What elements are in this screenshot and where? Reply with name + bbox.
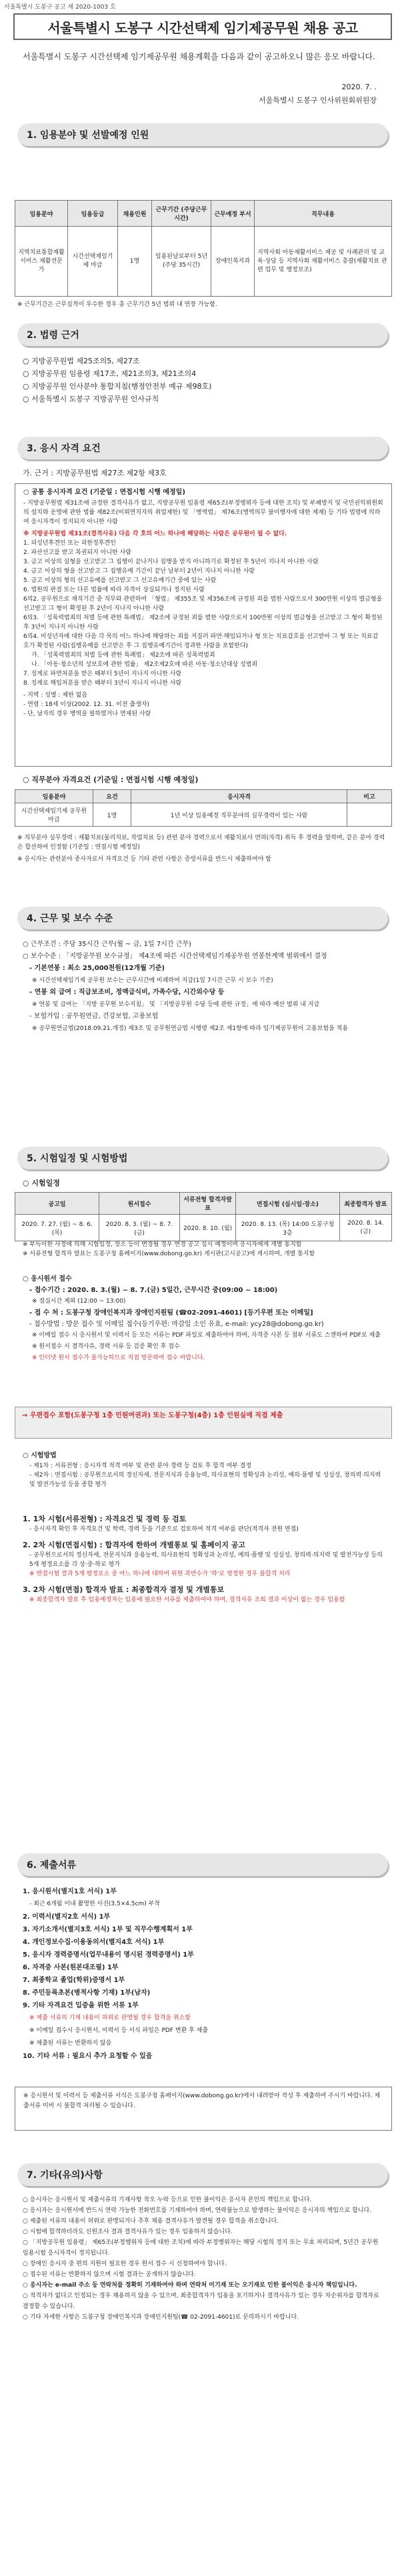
job-req-head: ○ 직무분야 자격요건 (기준일 : 면접시험 시행 예정일)	[23, 775, 199, 784]
stage-section	[23, 1513, 383, 1605]
documents-note: ※ 응시원서 및 이력서 등 제출서류 서식은 도봉구청 홈페이지(www.dobong.go.kr)에서 내려받아 작성 후 제출하여 주시기 바랍니다. 제출서류 미비 시 불합격 처리될 수 있습니다.	[23, 2093, 381, 2109]
cell-qual: 1년 이상 임용예정 직무분야의 실무경력이 있는 사람	[131, 803, 347, 827]
section-5-header	[17, 1147, 388, 1169]
stage1-body: - 응시자격 확인 후 자격요건 및 학력, 경력 등을 기준으로 검토하여 적격 여부를 판단(적격자 전원 면접)	[29, 1526, 299, 1533]
col-field: 임용분야	[15, 201, 68, 227]
issuer: 서울특별시 도봉구 인사위원회위원장	[258, 96, 377, 105]
disq-item: 3. 금고 이상의 실형을 선고받고 그 집행이 끝나거나 집행을 받지 아니하기로 확정된 후 5년이 지나지 아니한 사람	[23, 559, 319, 565]
disq-item: 7. 징계로 파면처분을 받은 때부터 5년이 지나지 아니한 사람	[23, 671, 182, 677]
cell-req: 1명	[93, 803, 131, 827]
table-note: ※ 근무기간은 근무실적이 우수한 경우 총 근무기간 5년 범위 내 연장 가능함.	[17, 301, 217, 308]
cell-doc-result: 2020. 8. 10. (월)	[179, 1215, 235, 1241]
positions-table	[15, 200, 392, 297]
col-grade: 임용등급	[68, 201, 118, 227]
notice-date: 2020. 7. .	[341, 83, 377, 91]
note-item: ○ 응시자는 응시원서 및 제출서류의 기재사항 착오 누락 등으로 인한 불이익은 응시자 본인의 책임으로 합니다.	[23, 2197, 312, 2203]
list-item: ○ 지방공무원법 제25조의5, 제27조	[23, 357, 140, 365]
note-item: ○ 제출된 서류의 내용이 허위로 판명되거나 추후 채용 결격사유가 발견될 경우 합격을 취소합니다.	[23, 2218, 279, 2225]
pay-item: ※ 연봉 및 급여는 「지방 공무원 보수지침」 및 「지방공무원 수당 등에 관한 규정」에 따라 예산 범위 내 지급	[32, 1001, 320, 1008]
apply-item: - 접수방법 : 방문 접수 및 이메일 접수(등기우편: 마감일 소인 유효, e-mail: ycy28@dobong.go.kr)	[29, 1321, 324, 1328]
apply-item: ※ 원서접수 시 결격사유, 경력 서류 등 검증 확인 후 접수	[32, 1343, 180, 1350]
pay-item: - 연봉 외 급여 : 직급보조비, 정액급식비, 가족수당, 시간외수당 등	[29, 989, 225, 996]
doc-item: 3. 자기소개서(별지3호 서식) 1부 및 직무수행계획서 1부	[23, 1926, 193, 1933]
disq-item: 1. 피성년후견인 또는 피한정후견인	[23, 540, 116, 547]
doc-item: - 최근 6개월 이내 촬영한 사진(3.5×4.5cm) 부착	[29, 1901, 161, 1907]
col-duty: 직무내용	[255, 201, 392, 227]
disq-item: 6. 법원의 판결 또는 다른 법률에 따라 자격이 상실되거나 정지된 사람	[23, 587, 205, 593]
disq-item: 8. 징계로 해임처분을 받은 때부터 3년이 지나지 아니한 사람	[23, 680, 182, 687]
pay-item: ※ 시간선택제임기제 공무원 보수는 근무시간에 비례하여 지급(1일 7시간 근무 시 보수 기준)	[32, 977, 273, 984]
apply-highlight-text: → 우편접수 포함(도봉구청 1층 민원여권과) 또는 도봉구청(4층) 1층 인원실에 직접 제출	[22, 1412, 283, 1419]
documents-note-box	[15, 2087, 392, 2131]
section-6-header	[17, 1853, 388, 1876]
note-item: ○ 기타 자세한 사항은 도봉구청 장애인복지과 장애인지원팀(☎ 02-2091-4601)로 문의하시기 바랍니다.	[23, 2314, 299, 2321]
schedule-note: ※ 서류전형 합격자 발표는 도봉구청 홈페이지(www.dobong.go.kr) 게시판(고시공고)에 게시하며, 개별 통지함	[23, 1251, 315, 1257]
stage1-head: 1. 1차 시험(서류전형) : 자격요건 및 경력 등 검토	[23, 1515, 187, 1523]
final-head: 3. 2차 시험(면접) 합격자 발표 : 최종합격자 결정 및 개별통보	[23, 1585, 225, 1594]
method-item: - 제2차 : 면접시험 : 공무원으로서의 정신자세, 전문지식과 응용능력, 의사표현의 정확성과 논리성, 예의·품행 및 성실성, 창의력·의지력 및 발전가능성 등을 종합 평가	[29, 1472, 381, 1488]
stage2-note: ※ 면접시험 결과 5개 평정요소 중 어느 하나에 대하여 위원 과반수가 '하'로 평정한 경우 불합격 처리	[29, 1571, 291, 1577]
stage2-head: 2. 2차 시험(면접시험) : 합격자에 한하여 개별통보 및 홈페이지 공고	[23, 1541, 246, 1549]
disq-item: 6의2. 공무원으로 재직기간 중 직무와 관련하여 「형법」 제355조 및 제356조에 규정된 죄를 범한 사람으로서 300만원 이상의 벌금형을 선고받고 그 형이 확정된 후 2년이 지나지 아니한 사람	[23, 596, 383, 612]
list-item: ○ 서울특별시 도봉구 지방공무원 인사규칙	[23, 395, 159, 403]
apply-item: - 접 수 처 : 도봉구청 장애인복지과 장애인지원팀 (☎02-2091-4601) [등기우편 또는 이메일]	[29, 1309, 313, 1317]
col-field: 임용분야	[15, 790, 93, 803]
age-item: - 연령 : 18세 이상(2002. 12. 31. 이전 출생자)	[23, 701, 149, 708]
note-item: ○ 접수된 서류는 반환하지 않으며 시험 결과는 공개하지 않습니다.	[23, 2271, 196, 2278]
col-apply: 원서접수	[99, 1193, 180, 1215]
col-period: 근무기간 (주당근무시간)	[152, 201, 211, 227]
notice-number: 서울특별시 도봉구 공고 제 2020-1003 호	[4, 4, 116, 11]
schedule-note: ※ 부득이한 사정에 의해 시험일정, 장소 등이 변경될 경우 변경 공고 실시 예정이며 응시자에게 개별 통지함	[23, 1241, 302, 1248]
cell-final: 2020. 8. 14. (금)	[339, 1215, 391, 1241]
doc-item: ※ 제출된 서류는 반환하지 않음	[29, 2040, 112, 2047]
pay-item: ○ 근무조건 : 주당 35시간 근무(월 ~ 금, 1일 7시간 근무)	[23, 941, 191, 948]
disq-item: 6의3. 「성폭력범죄의 처벌 등에 관한 특례법」 제2조에 규정된 죄를 범한 사람으로서 100만원 이상의 벌금형을 선고받고 그 형이 확정된 후 3년이 지나지 아니한 사람	[23, 615, 383, 631]
doc-item: 4. 개인정보수집·이용동의서(별지4호 서식) 1부	[23, 1939, 165, 1946]
job-note-1: ※ 직무분야 실무경력 : 재활치료(물리치료, 작업치료 등) 관련 분야 경력으로서 재활치료사 면허(자격) 취득 후 경력을 말하며, 같은 분야 경력은 합산하여 인정함 (기준일 : 면접시험 예정일)	[17, 835, 385, 851]
apply-item: ※ 이메일 접수 시 응시원서 및 이력서 등 모든 서류는 PDF 파일로 제출하여야 하며, 자격증 사본 등 첨부 서류도 스캔하여 PDF로 제출	[32, 1332, 381, 1339]
section-7-title: 7. 기타(유의)사항	[27, 2170, 103, 2181]
common-body: - 지방공무원법 제31조에 규정한 결격사유가 없고, 지방공무원 임용령 제65조(부정행위자 등에 대한 조치) 및 부패방지 및 국민권익위원회의 설치와 운영에 관한 법률 제82조(비위면직자의 취업제한) 및 「병역법」 제76조(병역의무 불이행자에 대한 제재) 등 기타 법령에 의하여 응시자격이 정지되지 아니한 사람	[23, 500, 383, 525]
s3-law: 가. 근거 : 지방공무원법 제27조 제2항 제3호	[23, 469, 167, 477]
doc-item: 9. 기타 자격요건 입증을 위한 서류 1부	[23, 2002, 139, 2009]
disq-item: 6의4. 미성년자에 대한 다음 각 목의 어느 하나에 해당하는 죄를 저질러 파면·해임되거나 형 또는 치료감호를 선고받아 그 형 또는 치료감호가 확정된 사람(집행유예를 선고받은 후 그 집행유예기간이 경과한 사람을 포함한다)	[23, 633, 379, 649]
note-item: ○ 시험에 합격하더라도 신원조사 결과 결격사유가 있는 경우 임용하지 않습니다.	[23, 2229, 233, 2235]
disqualification-head: ※ 지방공무원법 제31조(결격사유) 다음 각 호의 어느 하나에 해당하는 사람은 공무원이 될 수 없다.	[23, 531, 287, 537]
cell-field: 지역치료통합재활서비스 재활전문가	[15, 227, 68, 297]
section-3-title: 3. 응시 자격 요건	[27, 443, 101, 454]
page-title: 서울특별시 도봉구 시간선택제 임기제공무원 채용 공고	[47, 19, 358, 36]
apply-red-note: ※ 인터넷 원서 접수가 불가능하므로 직접 방문하여 접수 바랍니다.	[32, 1355, 205, 1361]
final-body: ※ 최종합격자 발표 후 임용예정자는 임용에 필요한 서류를 제출하여야 하며, 결격사유 조회 결과 이상이 없는 경우 임용함	[29, 1597, 345, 1603]
intro-text: 서울특별시 도봉구 시간선택제 임기제공무원 채용계획을 다음과 같이 공고하오니 많은 응모 바랍니다.	[23, 52, 375, 61]
disq-item: 가. 「성폭력범죄의 처벌 등에 관한 특례법」 제2조에 따른 성폭력범죄	[31, 652, 215, 659]
documents-list	[23, 1885, 383, 2063]
disq-item: 2. 파산선고를 받고 복권되지 아니한 사람	[23, 549, 131, 556]
section-1-header	[17, 123, 388, 146]
cell-period: 임용된날로부터 5년 (주당 35시간)	[152, 227, 211, 297]
cell-duty: 지역사회 아동재활서비스 제공 및 사례관리 및 교육·상담 등 지역사회 재활서비스 총괄(재활치료 관련 업무 및 행정보조)	[255, 227, 392, 297]
pay-item: ○ 보수수준 : 「지방공무원 보수규정」 제4조에 따른 시간선택제임기제공무원 연봉한계액 범위에서 결정	[23, 953, 327, 960]
eligibility-box	[15, 483, 392, 767]
doc-item: ※ 이메일 접수시 응시원서, 이력서 등 서식 파일은 PDF 변환 후 제출	[29, 2027, 209, 2034]
section-6-title: 6. 제출서류	[27, 1860, 77, 1871]
note-item: ○ 장애인 응시자 중 편의 지원이 필요한 경우 원서 접수 시 신청하여야 합니다.	[23, 2261, 227, 2267]
section-1-title: 1. 임용분야 및 선발예정 인원	[27, 130, 149, 141]
cell-interview: 2020. 8. 13. (목) 14:00 도봉구청 3층	[236, 1215, 340, 1241]
law-list	[23, 355, 383, 405]
col-count: 채용인원	[118, 201, 152, 227]
notes-list	[23, 2195, 383, 2323]
title-box	[13, 13, 392, 40]
table-row	[15, 1215, 392, 1241]
cell-field: 시간선택제임기제 공무원 마급	[15, 803, 93, 827]
cell-dept: 장애인복지과	[211, 227, 255, 297]
job-note-2: ※ 응시자는 관련분야 종사자로서 자격요건 등 기타 관련 사항은 증빙서류를 반드시 제출하여야 함	[17, 856, 271, 863]
disq-item: 나. 「아동·청소년의 성보호에 관한 법률」 제2조제2호에 따른 아동·청소년대상 성범죄	[31, 661, 258, 668]
col-remark: 비고	[347, 790, 392, 803]
doc-item: 2. 이력서(별지2호 서식) 1부	[23, 1913, 111, 1921]
note-item: ○ 응시자는 응시원서에 반드시 연락 가능한 전화번호를 기재하여야 하며, 연락불능으로 발생하는 불이익은 응시자의 책임으로 합니다.	[23, 2207, 372, 2214]
method-section	[23, 1450, 383, 1489]
apply-item: ※ 점심시간 제외 (12:00 ~ 13:00)	[32, 1298, 126, 1305]
disq-item: 4. 금고 이상의 형을 선고받고 그 집행유예 기간이 끝난 날부터 2년이 지나지 아니한 사람	[23, 568, 255, 575]
note-item: ○ 적격자가 없다고 인정되는 경우 채용하지 않을 수 있으며, 최종합격자가 임용을 포기하거나 결격사유가 있는 경우 차순위자를 합격자로 결정할 수 있습니다.	[23, 2293, 379, 2310]
stage2-body: - 공무원으로서의 정신자세, 전문지식과 응용능력, 의사표현의 정확성과 논리성, 예의·품행 및 성실성, 창의력·의지력 및 발전가능성 등의 5개 평정요소를 각 상·중·하로 평가	[29, 1552, 383, 1568]
section-7-header	[17, 2163, 388, 2186]
section-4-title: 4. 근무 및 보수 수준	[27, 913, 113, 924]
common-head: ○ 공통 응시자격 요건 (기준일 : 면접시험 시행 예정일)	[23, 489, 185, 496]
table-row	[15, 803, 392, 827]
col-final: 최종합격자 발표	[339, 1193, 391, 1215]
col-announce: 공고일	[15, 1193, 99, 1215]
doc-item: 10. 기타 서류 : 필요시 추가 요청할 수 있음	[23, 2053, 153, 2060]
section-2-title: 2. 법령 근거	[27, 330, 79, 341]
job-requirements-table	[15, 789, 392, 827]
method-head: ○ 시험방법	[23, 1452, 57, 1459]
cell-count: 1명	[118, 227, 152, 297]
apply-head: ○ 응시원서 접수	[23, 1275, 72, 1283]
disq-item: 5. 금고 이상의 형의 선고유예를 선고받고 그 선고유예기간 중에 있는 사람	[23, 577, 217, 584]
pay-item: - 기본연봉 : 최소 25,000천원(12개월 기준)	[29, 965, 165, 972]
col-req: 요건	[93, 790, 131, 803]
cell-remark	[347, 803, 392, 827]
doc-item: 1. 응시원서(별지1호 서식) 1부	[23, 1888, 117, 1895]
col-interview: 면접시험 (실시일·장소)	[236, 1193, 340, 1215]
note-item: ○ 「지방공무원 임용령」 제65조(부정행위자 등에 대한 조치)에 따라 부정행위자는 해당 시험의 정지 또는 무효 처리되며, 5년간 공무원 임용시험 응시자격이 정지됩니다.	[23, 2239, 379, 2257]
pay-list	[23, 939, 383, 1035]
schedule-head: ○ 시험일정	[23, 1179, 60, 1187]
section-4-header	[17, 907, 388, 929]
table-row	[15, 227, 392, 297]
apply-item: - 접수기간 : 2020. 8. 3.(월) ~ 8. 7.(금) 5일간, 근무시간 중(09:00 ~ 18:00)	[29, 1287, 278, 1294]
list-item: ○ 지방공무원 임용령 제17조, 제21조의3, 제21조의4	[23, 369, 197, 378]
age-head: - 지역 : 성별 : 제한 없음	[23, 692, 88, 699]
doc-item: 6. 자격증 사본(원본대조필) 1부	[23, 1964, 119, 1971]
pay-item: ※ 공무원연금법(2018.09.21.개정) 제3조 및 공무원연금법 시행령 제2조 제1항에 따라 임기제공무원이 고용보험을 적용	[32, 1025, 349, 1032]
col-qual: 응시자격	[131, 790, 347, 803]
section-5-title: 5. 시험일정 및 시험방법	[27, 1153, 128, 1164]
apply-highlight-box	[15, 1407, 392, 1439]
doc-item: ※ 제출 서류의 기재 내용이 허위로 판명될 경우 합격을 취소함	[29, 2015, 191, 2021]
apply-section	[23, 1273, 383, 1364]
method-item: - 제1차 : 서류전형 : 응시자격 적격 여부 및 관련 분야 경력 등 검토 후 합격 여부 결정	[29, 1463, 252, 1469]
schedule-table	[15, 1192, 392, 1241]
pay-item: - 보험가입 : 공무원연금, 건강보험, 고용보험	[29, 1013, 159, 1020]
doc-item: 8. 주민등록초본(병적사항 기재) 1부(남자)	[23, 1989, 151, 1997]
schedule-notes	[23, 1240, 383, 1259]
col-doc-result: 서류전형 합격자발표	[179, 1193, 235, 1215]
section-2-header	[17, 323, 388, 346]
note-item: ○ 응시자는 e-mail 주소 등 연락처를 정확히 기재하여야 하며 연락처 미기재 또는 오기재로 인한 불이익은 응시자 책임입니다.	[23, 2282, 357, 2289]
col-dept: 근무예정 부서	[211, 201, 255, 227]
list-item: ○ 지방공무원 인사분야 통합지침(행정안전부 예규 제98호)	[23, 382, 212, 391]
section-3-header	[17, 437, 388, 459]
age-item: - 단, 남자의 경우 병역을 필하였거나 면제된 사람	[23, 711, 151, 717]
doc-item: 5. 응시자 경력증명서(업무내용이 명시된 경력증명서) 1부	[23, 1951, 194, 1959]
cell-announce: 2020. 7. 27. (월) ~ 8. 6. (목)	[15, 1215, 99, 1241]
cell-grade: 시간선택제임기제 마급	[68, 227, 118, 297]
doc-item: 7. 최종학교 졸업(학위)증명서 1부	[23, 1977, 125, 1984]
cell-apply: 2020. 8. 3. (월) ~ 8. 7. (금)	[99, 1215, 180, 1241]
